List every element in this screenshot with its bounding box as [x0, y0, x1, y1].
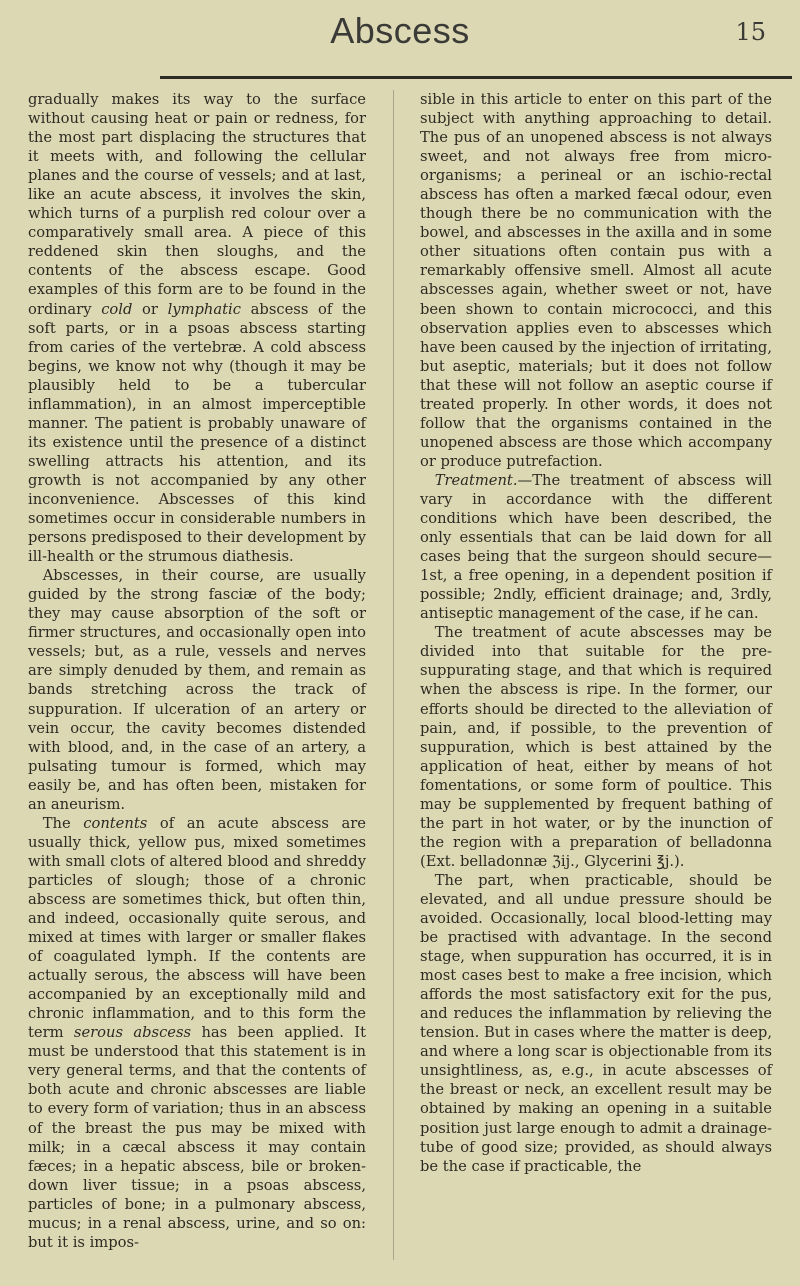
page-number: 15 [735, 18, 766, 46]
paragraph: sible in this article to enter on this part of the subject with anything approaching to detail. The pus of an unopened abscess is not always sweet, and not always free from micro-organisms; a perineal or an ischio-rectal abscess has often a marked fæcal odour, even though there be no communication with the bowel, and abscesses in the axilla and in some other situations often contain pus with a remarkably offensive smell. Almost all acute abscesses again, whether sweet or not, have been shown to contain micrococci, and this observation applies even to abscesses which have been caused by the injection of irritating, but aseptic, materials; but it does not follow that these will not follow an aseptic course if treated properly. In other words, it does not follow that the organisms contained in the unopened abscess are those which accompany or produce putrefaction. [420, 91, 772, 470]
paragraph [420, 471, 772, 623]
emphasis-text: cold [101, 300, 133, 318]
emphasis-text: serous abscess [73, 1024, 192, 1042]
paragraph [28, 814, 366, 1252]
paragraph-text: —The treatment of abscess will vary in accordance with the different conditions which have been described, the only essentials that can be laid down for all cases being that the surgeon should secure—1st, a free opening, in a dependent position if possible; 2ndly, efficient drainage; and, 3rdly, antiseptic management of the case, if he can. [420, 471, 772, 623]
paragraph-text: abscess of the soft parts, or in a psoas abscess starting from caries of the vertebræ. A cold abscess begins, we know not why (though it may be plausibly held to be a tubercular inflammation), in an almost imperceptible manner. The patient is probably unaware of its existence until the presence of a distinct swelling attracts his attention, and its growth is not accompanied by any other inconvenience. Abscesses of this kind sometimes occur in considerable numbers in persons predisposed to their development by ill-health or the strumous diathesis. [28, 300, 367, 566]
page-header [0, 10, 800, 84]
paragraph: Abscesses, in their course, are usually guided by the strong fasciæ of the body; they may cause absorption of the soft or firmer structures, and occasionally open into vessels; but, as a rule, vessels and nerves are simply denuded by them, and remain as bands stretching across the track of suppuration. If ulceration of an artery or vein occur, the cavity becomes distended with blood, and, in the case of an artery, a pulsating tumour is formed, which may easily be, and has often been, mistaken for an aneurism. [28, 567, 366, 813]
paragraph: The part, when practicable, should be elevated, and all undue pressure should be avoided. Occasionally, local blood-letting may be practised with advantage. In the second stage, when suppuration has occurred, it is in most cases best to make a free incision, which affords the most satisfactory exit for the pus, and reduces the inflammation by relieving the tension. But in cases where the matter is deep, and where a long scar is objectionable from its unsightliness, as, e.g., in acute abscesses of the breast or neck, an excellent result may be obtained by making an opening in a suitable position just large enough to admit a drainage-tube of good size; provided, as should always be the case if practicable, the [420, 871, 772, 1175]
left-column [28, 90, 366, 1252]
paragraph [28, 90, 366, 566]
paragraph-text: gradually makes its way to the surface without causing heat or pain or redness, for the most part displacing the structures that it meets with, and following the cellular planes and the course of vessels; and at last, like an acute abscess, it involves the skin, which turns of a purplish red colour over a comparatively small area. A piece of this reddened skin then sloughs, and the contents of the abscess escape. Good examples of this form are to be found in the ordinary [28, 91, 366, 318]
paragraph-text: The [42, 814, 71, 832]
paragraph-text: or [142, 300, 158, 318]
header-rule [160, 76, 792, 79]
paragraph-text: has been applied. It must be understood that this statement is in very general terms, and that the contents of both acute and chronic abscesses are liable to every form of variation; thus in an abscess of the breast the pus may be mixed with milk; in a cæcal abscess it may contain fæces; in a hepatic abscess, bile or broken-down liver tissue; in a psoas abscess, particles of bone; in a pulmonary abscess, mucus; in a renal abscess, urine, and so on: but it is impos- [28, 1024, 366, 1251]
right-column [420, 90, 772, 1176]
section-heading: Treatment. [434, 471, 518, 489]
paragraph-text: of an acute abscess are usually thick, yellow pus, mixed sometimes with small clots of altered blood and shreddy particles of slough; those of a chronic abscess are sometimes thick, but often thin, and indeed, occasionally quite serous, and mixed at times with larger or smaller flakes of coagulated lymph. If the contents are actually serous, the abscess will have been accompanied by an exceptionally mild and chronic inflammation, and to this form the term [28, 814, 366, 1042]
paragraph: The treatment of acute abscesses may be divided into that suitable for the pre-suppurating stage, and that which is required when the abscess is ripe. In the former, our efforts should be directed to the alleviation of pain, and, if possible, to the prevention of suppuration, which is best attained by the application of heat, either by means of hot fomentations, or some form of poultice. This may be supplemented by frequent bathing of the part in hot water, or by the inunction of the region with a preparation of belladonna (Ext. belladonnæ ℨij., Glycerini ℥j.). [420, 624, 772, 870]
running-title: Abscess [330, 10, 470, 51]
emphasis-text: lymphatic [167, 300, 241, 318]
column-divider [393, 90, 394, 1260]
emphasis-text: contents [83, 814, 148, 832]
